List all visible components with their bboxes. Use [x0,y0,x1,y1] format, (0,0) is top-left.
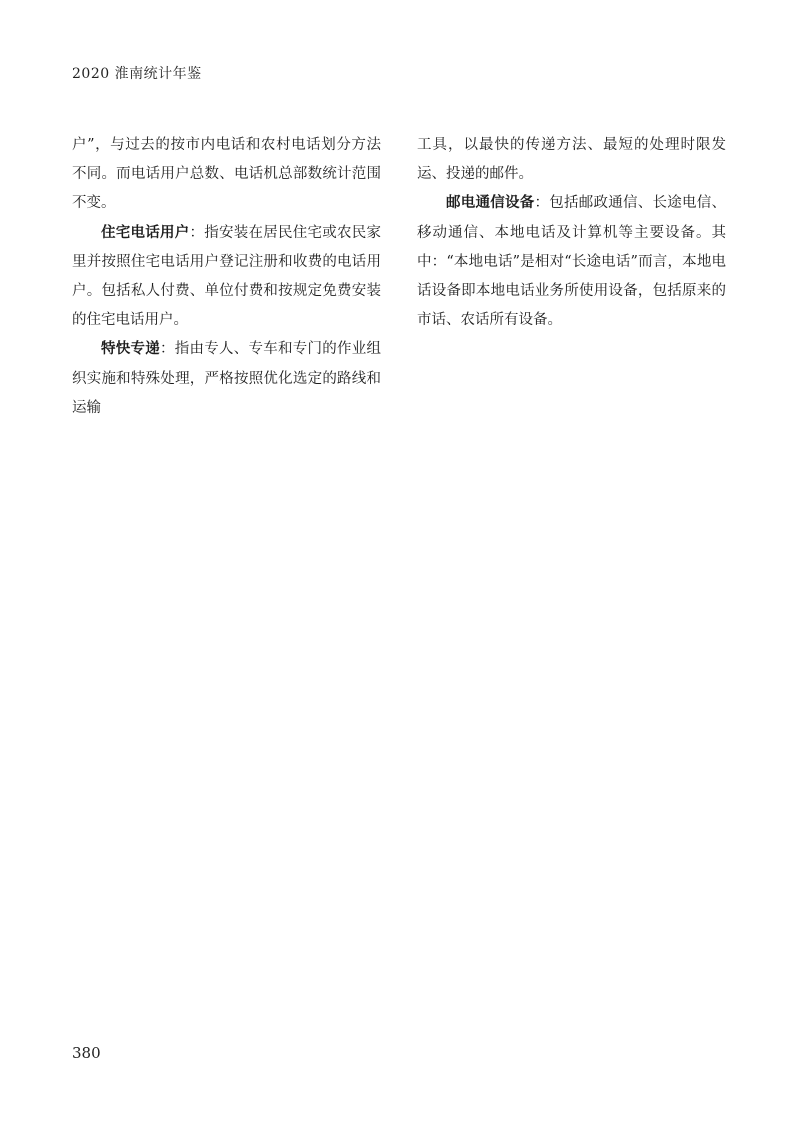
paragraph-express-mail [72,335,381,423]
page-number: 380 [72,1044,101,1062]
definition-telecom-equipment: ：包括邮政通信、长途电信、移动通信、本地电话及计算机等主要设备。其中：“本地电话”是相对“长途电话”而言，本地电话设备即本地电话业务所使用设备，包括原来的市话、农话所有设备。 [417,195,726,329]
definition-residential-phone-users: ：指安装在居民住宅或农民家里并按照住宅电话用户登记注册和收费的电话用户。包括私人付费、单位付费和按规定免费安装的住宅电话用户。 [72,224,381,329]
left-column [72,131,381,423]
term-telecom-equipment: 邮电通信设备 [446,195,535,212]
right-column [417,131,726,335]
term-residential-phone-users: 住宅电话用户 [101,224,190,241]
paragraph-telecom-equipment [417,189,726,335]
page-header: 2020 淮南统计年鉴 [72,66,202,82]
term-express-mail: 特快专递 [101,341,160,358]
paragraph-express-mail-continued: 工具，以最快的传递方法、最短的处理时限发运、投递的邮件。 [417,137,726,183]
paragraph-continuation: 户”，与过去的按市内电话和农村电话划分方法不同。而电话用户总数、电话机总部数统计范围不变。 [72,137,381,212]
paragraph-residential-phone-users [72,219,381,336]
definition-express-mail: ：指由专人、专车和专门的作业组织实施和特殊处理，严格按照优化选定的路线和运输 [72,341,381,416]
